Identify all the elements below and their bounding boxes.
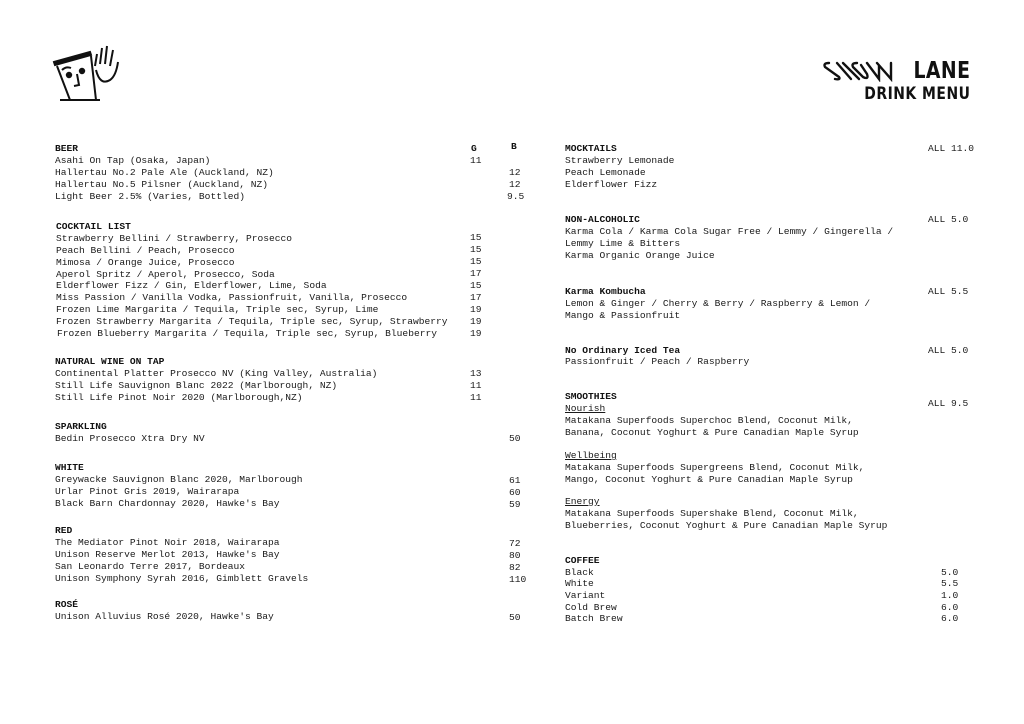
coffee-item-price: 5.5 xyxy=(941,578,959,589)
wine-item-name: Still Life Pinot Noir 2020 (Marlborough,NZ) xyxy=(55,392,303,403)
coffee-item-price: 6.0 xyxy=(941,613,959,624)
waving-cup-mascot-icon xyxy=(52,42,130,104)
smoothie-description: Matakana Superfoods Supershake Blend, Coconut Milk, xyxy=(565,508,859,519)
wine-item-name: Unison Reserve Merlot 2013, Hawke's Bay xyxy=(55,549,280,560)
section-title: MOCKTAILS xyxy=(565,143,617,154)
wine-item-price: 13 xyxy=(470,368,482,379)
wine-item-price: 82 xyxy=(509,562,521,573)
wine-item-price: 59 xyxy=(509,499,521,510)
wine-item-name: Unison Alluvius Rosé 2020, Hawke's Bay xyxy=(55,611,274,622)
section-title: Karma Kombucha xyxy=(565,286,646,297)
wine-item-price: 50 xyxy=(509,433,521,444)
section-price: ALL 5.5 xyxy=(928,286,969,297)
cocktail-item-name: Aperol Spritz / Aperol, Prosecco, Soda xyxy=(56,269,275,280)
brand-subtitle: DRINK MENU xyxy=(863,84,970,104)
beer-item-name: Hallertau No.2 Pale Ale (Auckland, NZ) xyxy=(55,167,274,178)
beer-item-bottle-price: 12 xyxy=(509,179,521,190)
cocktail-item-price: 17 xyxy=(470,268,482,279)
coffee-item-name: Batch Brew xyxy=(565,613,623,624)
column-header-bottle: B xyxy=(511,141,517,152)
beer-item-name: Asahi On Tap (Osaka, Japan) xyxy=(55,155,211,166)
section-title: COFFEE xyxy=(565,555,600,566)
cocktail-item-price: 19 xyxy=(470,304,482,315)
section-title: RED xyxy=(55,525,73,536)
section-title: ROSÉ xyxy=(55,599,79,610)
slow-wordmark-icon xyxy=(821,60,895,82)
section-title: WHITE xyxy=(55,462,84,473)
wine-item-price: 80 xyxy=(509,550,521,561)
coffee-item-name: Variant xyxy=(565,590,606,601)
brand-header xyxy=(821,60,970,104)
mocktail-item: Peach Lemonade xyxy=(565,167,646,178)
cocktail-item-name: Mimosa / Orange Juice, Prosecco xyxy=(56,257,235,268)
section-price: ALL 9.5 xyxy=(928,398,969,409)
section-title: SPARKLING xyxy=(55,421,107,432)
cocktail-item-name: Frozen Strawberry Margarita / Tequila, Triple sec, Syrup, Strawberry xyxy=(56,316,448,327)
cocktail-item-name: Miss Passion / Vanilla Vodka, Passionfruit, Vanilla, Prosecco xyxy=(56,292,408,303)
beer-item-name: Light Beer 2.5% (Varies, Bottled) xyxy=(55,191,245,202)
smoothie-description: Matakana Superfoods Superchoc Blend, Coconut Milk, xyxy=(565,415,853,426)
section-title: NATURAL WINE ON TAP xyxy=(55,356,165,367)
cocktail-item-price: 15 xyxy=(470,244,482,255)
cocktail-item-name: Strawberry Bellini / Strawberry, Prosecco xyxy=(56,233,293,244)
wine-item-name: San Leonardo Terre 2017, Bordeaux xyxy=(55,561,245,572)
item-line: Karma Organic Orange Juice xyxy=(565,250,715,261)
smoothie-name: Nourish xyxy=(565,403,606,414)
cocktail-item-name: Elderflower Fizz / Gin, Elderflower, Lime, Soda xyxy=(56,280,327,291)
section-title: NON-ALCOHOLIC xyxy=(565,214,640,225)
beer-item-bottle-price: 9.5 xyxy=(507,191,525,202)
smoothie-description: Blueberries, Coconut Yoghurt & Pure Canadian Maple Syrup xyxy=(565,520,888,531)
coffee-item-price: 1.0 xyxy=(941,590,959,601)
item-line: Lemon & Ginger / Cherry & Berry / Raspberry & Lemon / xyxy=(565,298,871,309)
wine-item-price: 72 xyxy=(509,538,521,549)
wine-item-price: 110 xyxy=(509,574,527,585)
smoothie-name: Wellbeing xyxy=(565,450,617,461)
wine-item-name: Greywacke Sauvignon Blanc 2020, Marlborough xyxy=(55,474,303,485)
wine-item-name: Continental Platter Prosecco NV (King Valley, Australia) xyxy=(55,368,378,379)
cocktail-item-price: 15 xyxy=(470,232,482,243)
section-price: ALL 5.0 xyxy=(928,214,969,225)
smoothie-description: Mango, Coconut Yoghurt & Pure Canadian Maple Syrup xyxy=(565,474,853,485)
item-line: Mango & Passionfruit xyxy=(565,310,681,321)
beer-item-glass-price: 11 xyxy=(470,155,482,166)
section-title: BEER xyxy=(55,143,79,154)
wine-item-name: Still Life Sauvignon Blanc 2022 (Marlborough, NZ) xyxy=(55,380,338,391)
smoothie-description: Banana, Coconut Yoghurt & Pure Canadian Maple Syrup xyxy=(565,427,859,438)
wine-item-name: Unison Symphony Syrah 2016, Gimblett Gravels xyxy=(55,573,309,584)
coffee-item-name: White xyxy=(565,578,594,589)
beer-item-bottle-price: 12 xyxy=(509,167,521,178)
wine-item-price: 60 xyxy=(509,487,521,498)
section-price: ALL 11.0 xyxy=(928,143,975,154)
cocktail-item-name: Peach Bellini / Peach, Prosecco xyxy=(56,245,235,256)
item-line: Passionfruit / Peach / Raspberry xyxy=(565,356,750,367)
smoothie-description: Matakana Superfoods Supergreens Blend, Coconut Milk, xyxy=(565,462,865,473)
wine-item-price: 11 xyxy=(470,392,482,403)
coffee-item-name: Black xyxy=(565,567,594,578)
column-header-glass: G xyxy=(471,143,477,154)
mocktail-item: Elderflower Fizz xyxy=(565,179,658,190)
smoothie-name: Energy xyxy=(565,496,600,507)
cocktail-item-price: 19 xyxy=(470,316,482,327)
section-price: ALL 5.0 xyxy=(928,345,969,356)
cocktail-item-name: Frozen Blueberry Margarita / Tequila, Triple sec, Syrup, Blueberry xyxy=(57,328,437,339)
section-title: SMOOTHIES xyxy=(565,391,617,402)
item-line: Karma Cola / Karma Cola Sugar Free / Lemmy / Gingerella / xyxy=(565,226,894,237)
coffee-item-price: 6.0 xyxy=(941,602,959,613)
cocktail-item-price: 15 xyxy=(470,256,482,267)
cocktail-item-price: 17 xyxy=(470,292,482,303)
mocktail-item: Strawberry Lemonade xyxy=(565,155,675,166)
brand-name: LANE xyxy=(913,58,970,84)
coffee-item-name: Cold Brew xyxy=(565,602,617,613)
item-line: Lemmy Lime & Bitters xyxy=(565,238,681,249)
cocktail-item-price: 19 xyxy=(470,328,482,339)
wine-item-price: 61 xyxy=(509,475,521,486)
wine-item-name: The Mediator Pinot Noir 2018, Wairarapa xyxy=(55,537,280,548)
coffee-item-price: 5.0 xyxy=(941,567,959,578)
wine-item-price: 11 xyxy=(470,380,482,391)
wine-item-price: 50 xyxy=(509,612,521,623)
wine-item-name: Urlar Pinot Gris 2019, Wairarapa xyxy=(55,486,240,497)
section-title: No Ordinary Iced Tea xyxy=(565,345,681,356)
cocktail-item-price: 15 xyxy=(470,280,482,291)
cocktail-item-name: Frozen Lime Margarita / Tequila, Triple sec, Syrup, Lime xyxy=(56,304,379,315)
beer-item-name: Hallertau No.5 Pilsner (Auckland, NZ) xyxy=(55,179,269,190)
wine-item-name: Bedin Prosecco Xtra Dry NV xyxy=(55,433,205,444)
section-title: COCKTAIL LIST xyxy=(56,221,131,232)
wine-item-name: Black Barn Chardonnay 2020, Hawke's Bay xyxy=(55,498,280,509)
